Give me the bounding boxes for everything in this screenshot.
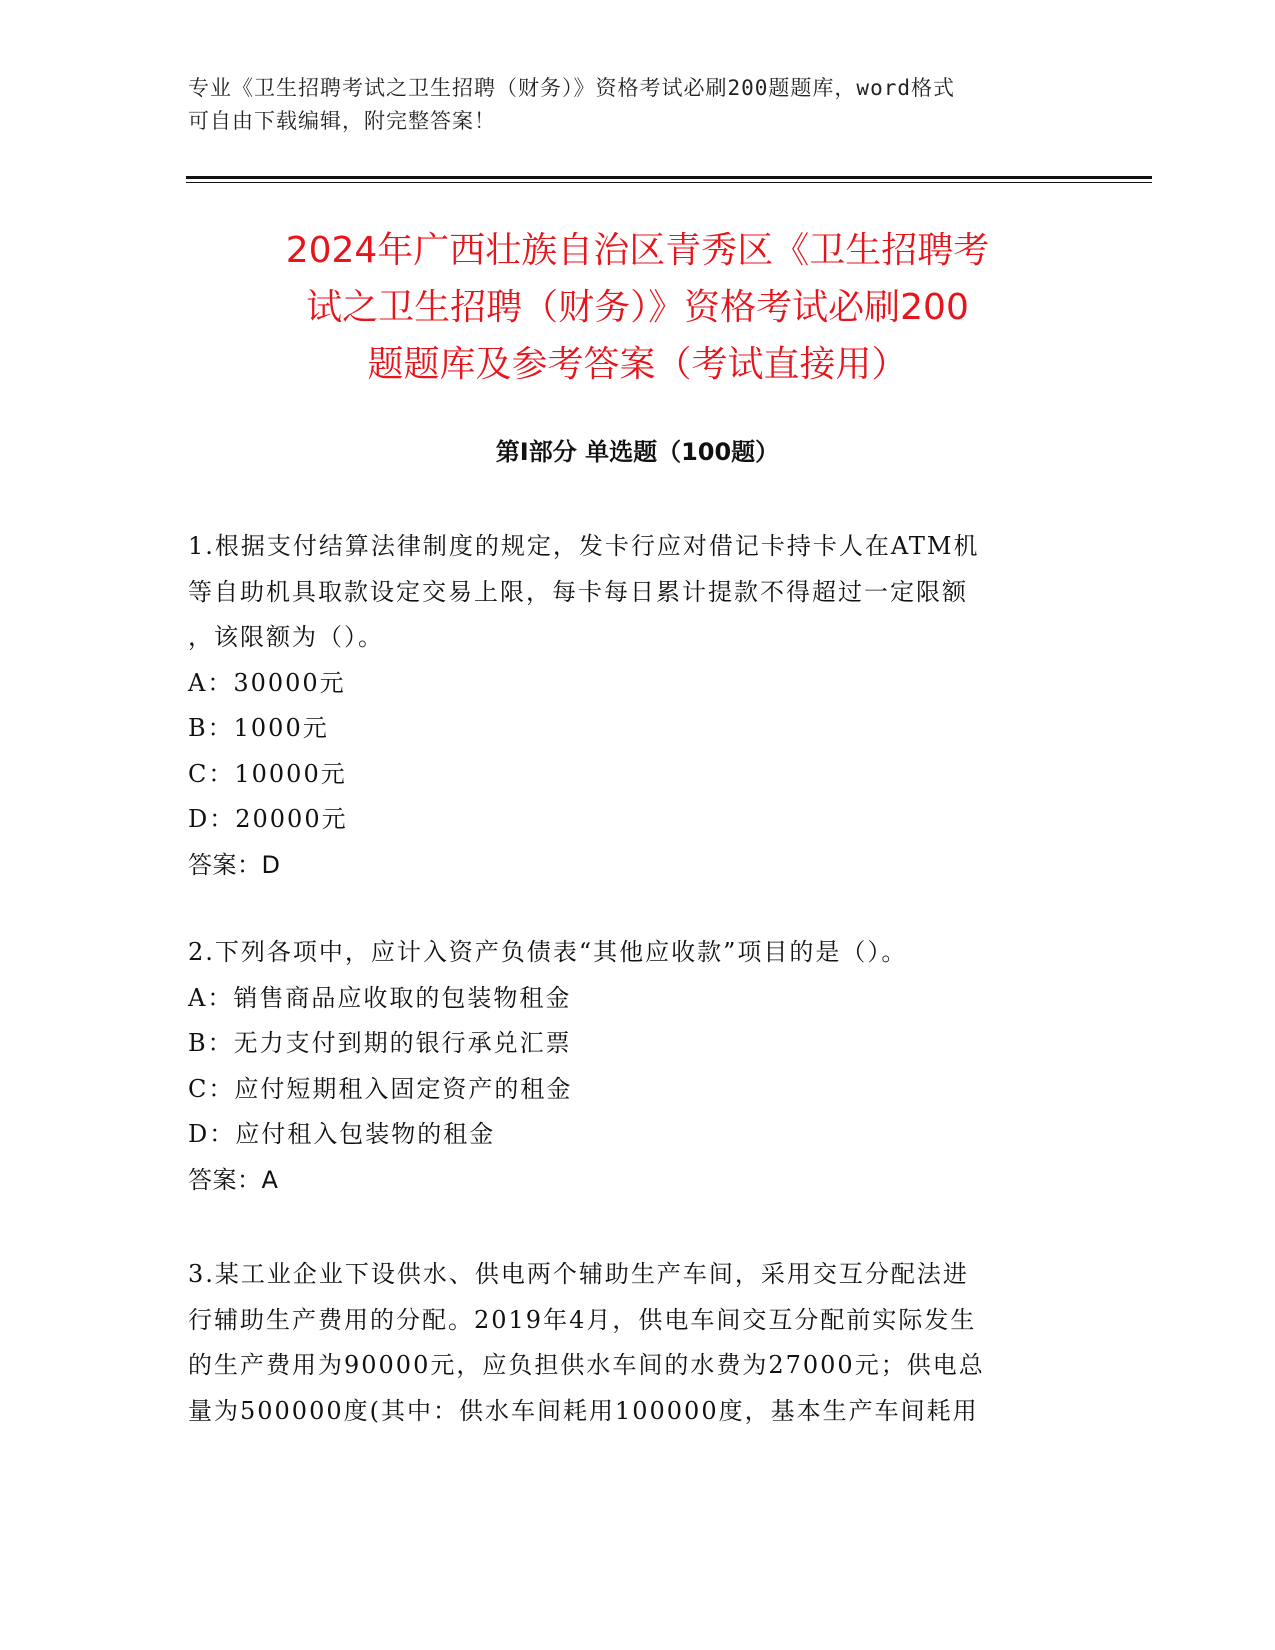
- option-c: C：10000元: [188, 759, 347, 788]
- question-text-line: 3.某工业企业下设供水、供电两个辅助生产车间，采用交互分配法进: [188, 1260, 969, 1288]
- answer-line: 答案：D: [188, 850, 281, 879]
- option-a: A：30000元: [188, 668, 346, 697]
- question-text-line: 量为500000度(其中：供水车间耗用100000度，基本生产车间耗用: [188, 1396, 979, 1425]
- option-a: A：销售商品应收取的包装物租金: [188, 983, 572, 1012]
- option-b: B：1000元: [188, 714, 329, 742]
- question-text-line: 的生产费用为90000元，应负担供水车间的水费为27000元；供电总: [188, 1351, 985, 1379]
- question-text-line: 等自助机具取款设定交易上限，每卡每日累计提款不得超过一定限额: [188, 577, 968, 606]
- header-divider-thick: [186, 176, 1152, 179]
- document-title: [150, 222, 1125, 393]
- question-text-line: 2.下列各项中，应计入资产负债表“其他应收款”项目的是（）。: [188, 938, 908, 966]
- question-text-line: 1.根据支付结算法律制度的规定，发卡行应对借记卡持卡人在ATM机: [188, 532, 980, 560]
- option-d: D：应付租入包装物的租金: [188, 1120, 496, 1148]
- title-line-1: 2024年广西壮族自治区青秀区《卫生招聘考: [285, 230, 990, 271]
- option-b: B：无力支付到期的银行承兑汇票: [188, 1029, 572, 1057]
- section-heading: 第Ⅰ部分 单选题（100题）: [495, 438, 780, 466]
- question-1: [188, 524, 1068, 888]
- option-c: C：应付短期租入固定资产的租金: [188, 1074, 573, 1103]
- header-line-2: 可自由下载编辑，附完整答案！: [188, 109, 496, 133]
- question-2: [188, 930, 1068, 1203]
- answer-line: 答案：A: [188, 1165, 279, 1194]
- title-line-3: 题题库及参考答案（考试直接用）: [367, 344, 908, 385]
- question-3: [188, 1252, 1068, 1434]
- header-line-1: 专业《卫生招聘考试之卫生招聘（财务）》资格考试必刷200题题库，word格式: [188, 76, 955, 100]
- option-d: D：20000元: [188, 805, 348, 833]
- question-text-line: ，该限额为（）。: [188, 623, 384, 651]
- title-line-2: 试之卫生招聘（财务）》资格考试必刷200: [306, 287, 969, 328]
- document-header: [188, 72, 1068, 138]
- question-text-line: 行辅助生产费用的分配。2019年4月，供电车间交互分配前实际发生: [188, 1305, 977, 1334]
- header-divider-thin: [186, 182, 1152, 183]
